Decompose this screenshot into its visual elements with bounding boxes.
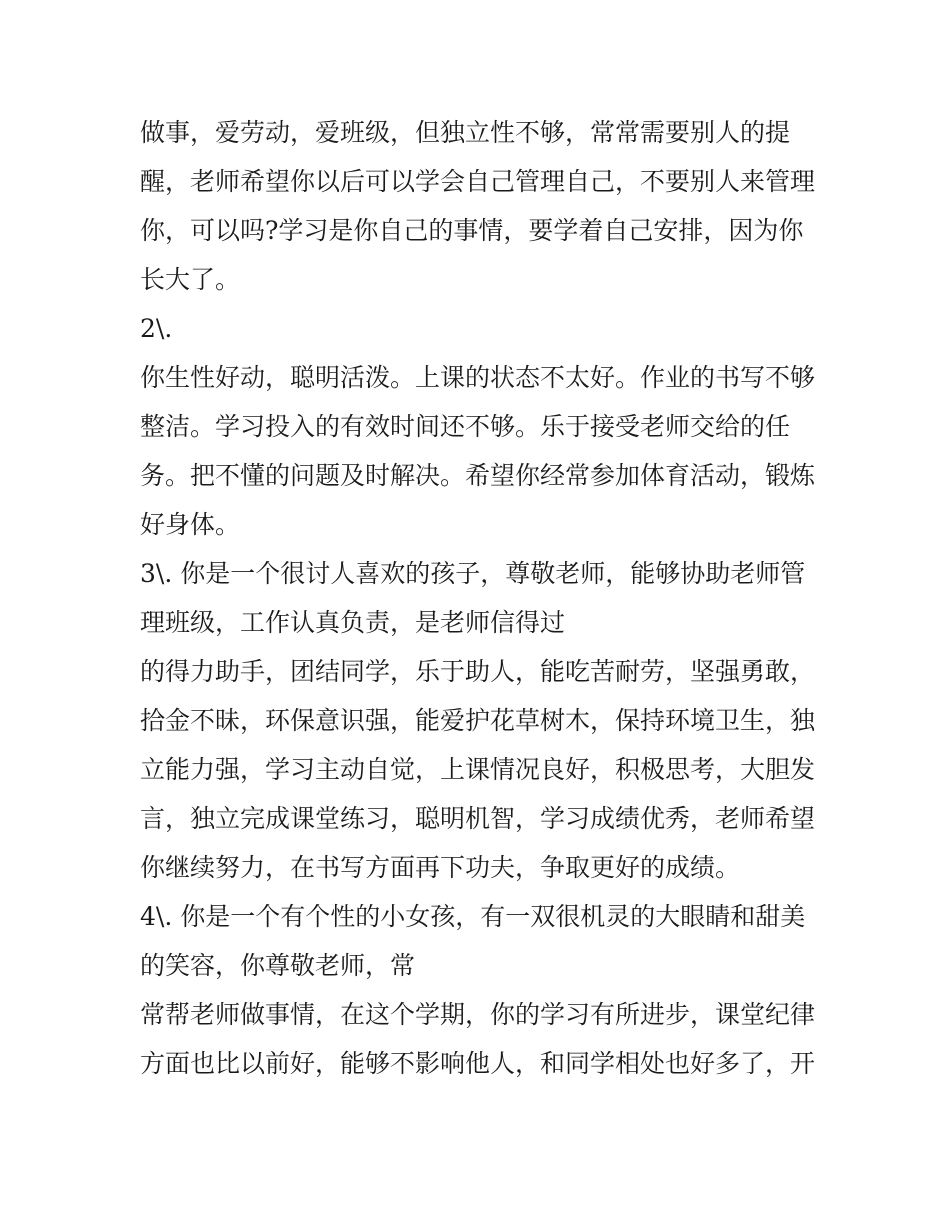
text-line: 好身体。 — [140, 510, 241, 539]
text-line: 拾金不昧，环保意识强，能爱护花草树木，保持环境卫生，独 — [140, 706, 816, 735]
text-line: 立能力强，学习主动自觉，上课情况良好，积极思考，大胆发 — [140, 755, 816, 784]
text-line: 务。把不懂的问题及时解决。希望你经常参加体育活动，锻炼 — [140, 461, 816, 490]
text-line: 方面也比以前好，能够不影响他人，和同学相处也好多了，开 — [140, 1049, 816, 1078]
section-number: 2\. — [140, 314, 173, 343]
text-line: 做事，爱劳动，爱班级，但独立性不够，常常需要别人的提 — [140, 118, 791, 147]
text-line: 长大了。 — [140, 265, 241, 294]
document-body — [140, 108, 820, 1088]
text-line: 常帮老师做事情，在这个学期，你的学习有所进步，课堂纪律 — [140, 1000, 816, 1029]
text-line: 你继续努力，在书写方面再下功夫，争取更好的成绩。 — [140, 853, 741, 882]
text-line: 你，可以吗?学习是你自己的事情，要学着自己安排，因为你 — [140, 216, 804, 245]
text-line: 醒，老师希望你以后可以学会自己管理自己，不要别人来管理 — [140, 167, 816, 196]
text-line: 言，独立完成课堂练习，聪明机智，学习成绩优秀，老师希望 — [140, 804, 816, 833]
text-line: 的得力助手，团结同学，乐于助人，能吃苦耐劳，坚强勇敢， — [140, 657, 816, 686]
text-line: 整洁。学习投入的有效时间还不够。乐于接受老师交给的任 — [140, 412, 791, 441]
text-line: 3\. 你是一个很讨人喜欢的孩子，尊敬老师，能够协助老师管 — [140, 559, 806, 588]
text-line: 你生性好动，聪明活泼。上课的状态不太好。作业的书写不够 — [140, 363, 816, 392]
text-line: 4\. 你是一个有个性的小女孩，有一双很机灵的大眼睛和甜美 — [140, 902, 806, 931]
text-line: 理班级，工作认真负责，是老师信得过 — [140, 608, 566, 637]
text-line: 的笑容，你尊敬老师，常 — [140, 951, 416, 980]
